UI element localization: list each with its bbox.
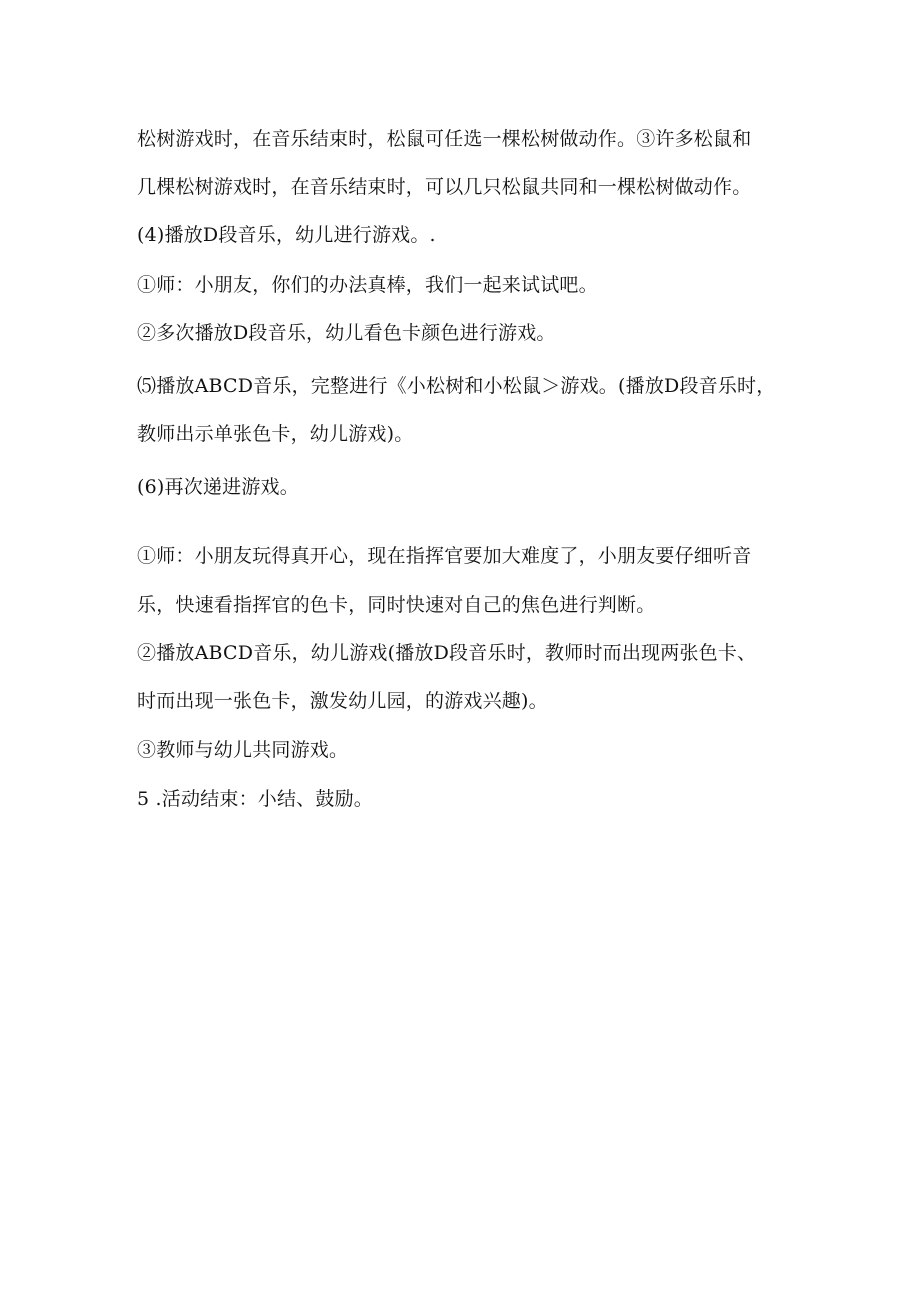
- text-line-11: ②播放ABCD音乐，幼儿游戏(播放D段音乐时，教师时而出现两张色卡、: [137, 642, 757, 664]
- text-line-3: (4)播放D段音乐，幼儿进行游戏。.: [137, 224, 436, 246]
- text-line-1: 松树游戏时，在音乐结束时，松鼠可任选一棵松树做动作。③许多松鼠和: [137, 128, 752, 150]
- text-line-10: 乐，快速看指挥官的色卡，同时快速对自己的焦色进行判断。: [137, 594, 656, 616]
- text-line-7: 教师出示单张色卡，幼儿游戏)。: [137, 423, 414, 445]
- text-line-8: (6)再次递进游戏。: [137, 476, 299, 498]
- text-line-2: 几棵松树游戏时，在音乐结束时，可以几只松鼠共同和一棵松树做动作。: [137, 176, 752, 198]
- text-line-5: ②多次播放D段音乐，幼儿看色卡颜色进行游戏。: [137, 322, 556, 344]
- text-line-14: 5 .活动结束：小结、鼓励。: [137, 788, 373, 810]
- text-line-13: ③教师与幼儿共同游戏。: [137, 739, 349, 761]
- text-line-4: ①师：小朋友，你们的办法真棒，我们一起来试试吧。: [137, 274, 598, 296]
- text-line-6: ⑸播放ABCD音乐，完整进行《小松树和小松鼠＞游戏。(播放D段音乐时，: [137, 375, 776, 397]
- text-line-12: 时而出现一张色卡，激发幼儿园，的游戏兴趣)。: [137, 690, 548, 712]
- text-line-9: ①师：小朋友玩得真开心，现在指挥官要加大难度了，小朋友要仔细听音: [137, 545, 752, 567]
